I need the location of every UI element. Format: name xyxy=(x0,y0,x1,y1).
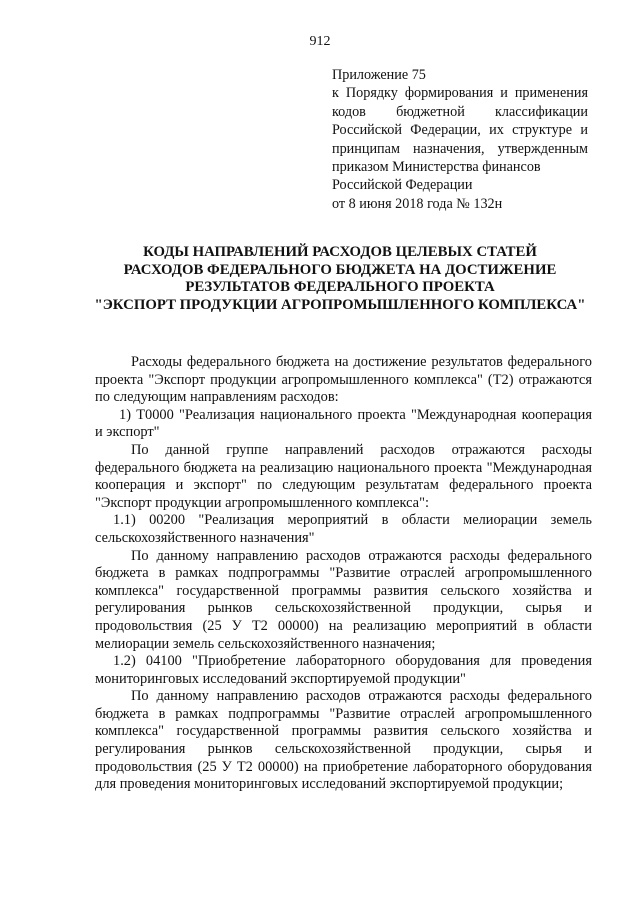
item-1-1-heading: 1.1) 00200 "Реализация мероприятий в области мелиорации земель сельскохозяйственного назначения" xyxy=(95,512,592,546)
title-line: "ЭКСПОРТ ПРОДУКЦИИ АГРОПРОМЫШЛЕННОГО КОМПЛЕКСА" xyxy=(94,296,586,313)
appendix-line: Российской Федерации, их структуре и xyxy=(332,122,588,139)
title-line: РЕЗУЛЬТАТОВ ФЕДЕРАЛЬНОГО ПРОЕКТА xyxy=(185,279,495,296)
document-body xyxy=(95,354,592,794)
title-line: РАСХОДОВ ФЕДЕРАЛЬНОГО БЮДЖЕТА НА ДОСТИЖЕНИЕ xyxy=(123,261,557,278)
item-1-description: По данной группе направлений расходов отражаются расходы федерального бюджета на реализацию национального проекта "Международная кооперация и экспорт" по следующим результатам федерального проекта "Экспорт продукции агропромышленного комплекса": xyxy=(95,441,592,511)
document-title xyxy=(70,244,610,314)
appendix-line: принципам назначения, утвержденным xyxy=(332,140,588,157)
appendix-title: Приложение 75 xyxy=(332,67,426,83)
item-1-2-heading: 1.2) 04100 "Приобретение лабораторного оборудования для проведения мониторинговых исследований экспортируемой продукции" xyxy=(95,653,592,687)
appendix-line: к Порядку формирования и применения xyxy=(332,85,588,102)
item-1-2-description: По данному направлению расходов отражаются расходы федерального бюджета в рамках подпрограммы "Развитие отраслей агропромышленного комплекса" государственной программы развития сельского хозяйства и регулирования рынков сельскохозяйственной продукции, сырья и продовольствия (25 У Т2 00000) на приобретение лабораторного оборудования для проведения мониторинговых исследований экспортируемой продукции; xyxy=(95,688,592,793)
appendix-line: кодов бюджетной классификации xyxy=(332,103,588,120)
item-1-1-description: По данному направлению расходов отражаются расходы федерального бюджета в рамках подпрограммы "Развитие отраслей агропромышленного комплекса" государственной программы развития сельского хозяйства и регулирования рынков сельскохозяйственной продукции, сырья и продовольствия (25 У Т2 00000) на реализацию мероприятий в области мелиорации земель сельскохозяйственного назначения; xyxy=(95,547,592,652)
item-1-heading: 1) Т0000 "Реализация национального проекта "Международная кооперация и экспорт" xyxy=(95,406,592,441)
appendix-line: приказом Министерства финансов xyxy=(332,159,541,176)
page-number: 912 xyxy=(309,34,331,49)
appendix-date: от 8 июня 2018 года № 132н xyxy=(332,195,503,212)
title-line: КОДЫ НАПРАВЛЕНИЙ РАСХОДОВ ЦЕЛЕВЫХ СТАТЕЙ xyxy=(143,244,537,260)
intro-paragraph: Расходы федерального бюджета на достижение результатов федерального проекта "Экспорт продукции агропромышленного комплекса" (Т2) отражаются по следующим направлениям расходов: xyxy=(95,354,592,406)
appendix-line: Российской Федерации xyxy=(332,177,473,194)
appendix-header xyxy=(332,66,588,213)
